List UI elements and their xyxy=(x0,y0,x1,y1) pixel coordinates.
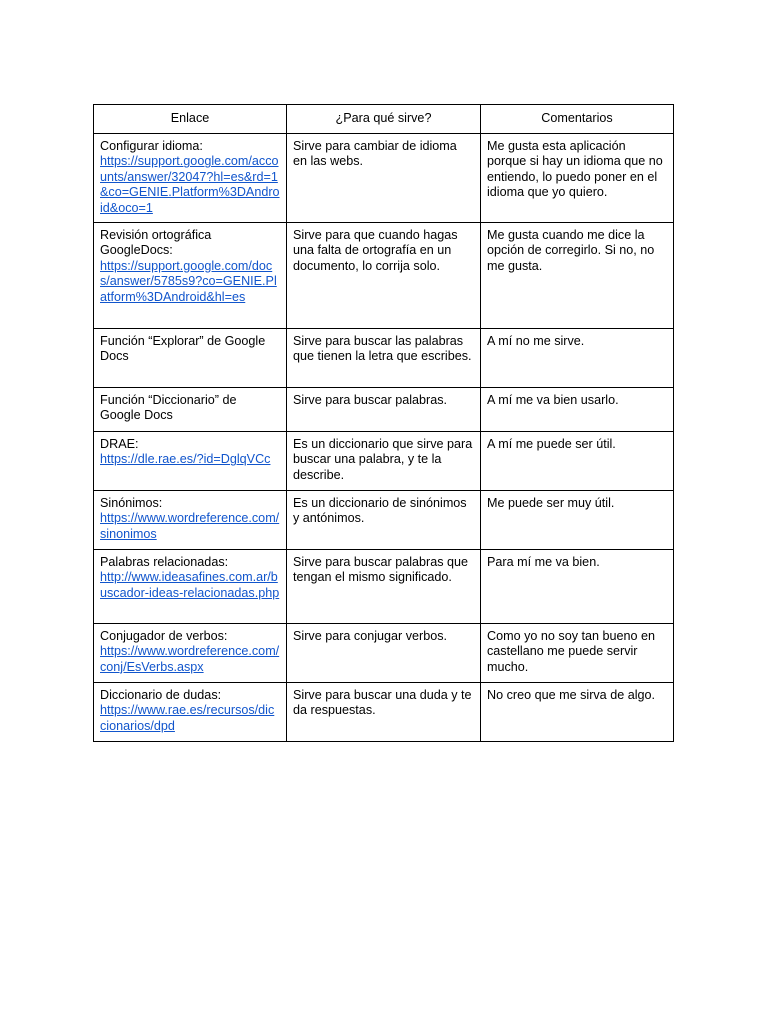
table-header xyxy=(94,105,674,134)
cell-comment: Me gusta esta aplicación porque si hay un idioma que no entiendo, lo puedo poner en el idioma que yo quiero. xyxy=(481,134,674,223)
resource-link[interactable]: https://www.wordreference.com/conj/EsVerbs.aspx xyxy=(100,644,280,674)
resource-title: Palabras relacionadas: xyxy=(100,555,229,570)
table-row xyxy=(94,432,674,491)
header-comentarios: Comentarios xyxy=(481,105,674,134)
resource-link[interactable]: https://support.google.com/accounts/answer/32047?hl=es&rd=1&co=GENIE.Platform%3DAndroid&oco=1 xyxy=(100,154,280,215)
cell-comment: Me gusta cuando me dice la opción de corregirlo. Si no, no me gusta. xyxy=(481,223,674,329)
cell-purpose: Sirve para buscar las palabras que tienen la letra que escribes. xyxy=(287,329,481,388)
table-row xyxy=(94,683,674,742)
cell-enlace xyxy=(94,491,287,550)
resource-link[interactable]: https://www.wordreference.com/sinonimos xyxy=(100,511,280,541)
cell-enlace xyxy=(94,134,287,223)
cell-enlace xyxy=(94,683,287,742)
table-row xyxy=(94,134,674,223)
cell-purpose: Sirve para conjugar verbos. xyxy=(287,624,481,683)
cell-purpose: Es un diccionario que sirve para buscar una palabra, y te la describe. xyxy=(287,432,481,491)
cell-purpose: Sirve para buscar palabras. xyxy=(287,388,481,432)
resource-link[interactable]: http://www.ideasafines.com.ar/buscador-ideas-relacionadas.php xyxy=(100,570,280,600)
cell-comment: Me puede ser muy útil. xyxy=(481,491,674,550)
header-enlace: Enlace xyxy=(94,105,287,134)
cell-purpose: Sirve para buscar una duda y te da respuestas. xyxy=(287,683,481,742)
cell-enlace xyxy=(94,550,287,624)
resources-table xyxy=(93,104,674,742)
header-row xyxy=(94,105,674,134)
cell-enlace xyxy=(94,329,287,388)
table-row xyxy=(94,223,674,329)
resource-link[interactable]: https://support.google.com/docs/answer/5785s9?co=GENIE.Platform%3DAndroid&hl=es xyxy=(100,258,277,304)
cell-enlace xyxy=(94,432,287,491)
cell-comment: No creo que me sirva de algo. xyxy=(481,683,674,742)
cell-comment: Como yo no soy tan bueno en castellano me puede servir mucho. xyxy=(481,624,674,683)
resource-link[interactable]: https://dle.rae.es/?id=DglqVCc xyxy=(100,452,271,467)
table-row xyxy=(94,329,674,388)
resource-title: DRAE: xyxy=(100,437,139,452)
table-row xyxy=(94,624,674,683)
resource-title: Configurar idioma: xyxy=(100,139,203,153)
resource-title: Conjugador de verbos: xyxy=(100,629,228,644)
cell-purpose: Es un diccionario de sinónimos y antónimos. xyxy=(287,491,481,550)
header-para-que-sirve: ¿Para qué sirve? xyxy=(287,105,481,134)
cell-enlace xyxy=(94,388,287,432)
cell-enlace xyxy=(94,624,287,683)
cell-comment: Para mí me va bien. xyxy=(481,550,674,624)
cell-purpose: Sirve para buscar palabras que tengan el mismo significado. xyxy=(287,550,481,624)
cell-comment: A mí me puede ser útil. xyxy=(481,432,674,491)
resource-title: Función “Diccionario” de Google Docs xyxy=(100,393,237,423)
table-row xyxy=(94,550,674,624)
cell-purpose: Sirve para que cuando hagas una falta de ortografía en un documento, lo corrija solo. xyxy=(287,223,481,329)
table-row xyxy=(94,491,674,550)
resource-title: Función “Explorar” de Google Docs xyxy=(100,334,266,364)
cell-comment: A mí no me sirve. xyxy=(481,329,674,388)
resource-link[interactable]: https://www.rae.es/recursos/diccionarios/dpd xyxy=(100,703,275,733)
cell-purpose: Sirve para cambiar de idioma en las webs. xyxy=(287,134,481,223)
table-row xyxy=(94,388,674,432)
cell-enlace xyxy=(94,223,287,329)
cell-comment: A mí me va bien usarlo. xyxy=(481,388,674,432)
table-body xyxy=(94,134,674,742)
resource-title: Revisión ortográfica GoogleDocs: xyxy=(100,228,212,258)
resource-title: Diccionario de dudas: xyxy=(100,688,222,703)
resource-title: Sinónimos: xyxy=(100,496,163,511)
